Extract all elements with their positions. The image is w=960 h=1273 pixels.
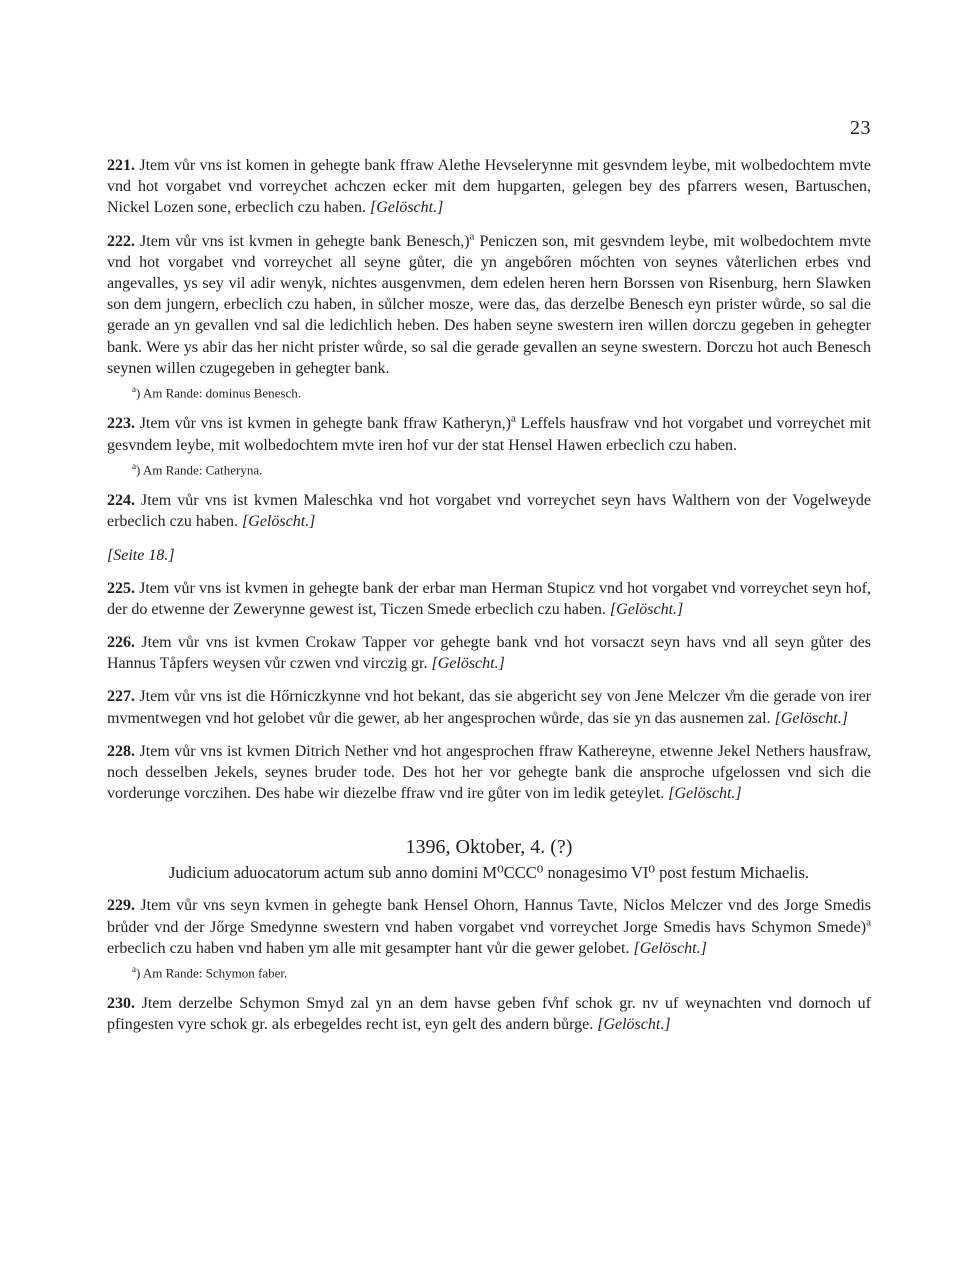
entry-225 bbox=[107, 578, 871, 620]
entry-222 bbox=[107, 231, 871, 379]
footnote bbox=[132, 381, 871, 401]
entry-number: 221. bbox=[107, 157, 135, 174]
entry-number: 227. bbox=[107, 688, 135, 706]
deleted-mark: [Gelöscht.] bbox=[597, 1016, 671, 1034]
entry-text: Jtem vůr vns ist kvmen Crokaw Tapper vor gehegte bank vnd hot vorsaczt seyn havs vnd all seyn gůter des Hannus Tåpfers weysen vůr czwen vnd virczig gr. bbox=[107, 633, 871, 673]
entry-text: Jtem vůr vns ist kvmen in gehegte bank Benesch,) bbox=[135, 232, 470, 250]
entry-number: 222. bbox=[107, 232, 135, 250]
entry-text: Jtem vůr vns ist komen in gehegte bank ffraw Alethe Hevselerynne mit gesvndem leybe, mit wolbedochtem mvte vnd hot vorgabet vnd vorreychet achczen ecker mit dem hupgarten, gelegen bey des pfarrers wesen, Bartuschen, Nickel Lozen sone, erbeclich czu haben. bbox=[107, 157, 871, 217]
deleted-mark: [Gelöscht.] bbox=[431, 655, 505, 673]
entry-text: Jtem vůr vns ist kvmen Ditrich Nether vnd hot angesprochen ffraw Kathereyne, etwenne Jekel Nethers hausfraw, noch desselben Jekels, seynes bruder tode. Des hot her vor gehegte bank die ansproche ufgelossen vnd sich die vorderunge vorczihen. Des habe wir diezelbe ffraw vnd ire gůter von im ledik geteylet. bbox=[107, 742, 871, 803]
entry-229 bbox=[107, 895, 871, 959]
entry-221 bbox=[107, 155, 871, 219]
entry-number: 223. bbox=[107, 415, 135, 433]
deleted-mark: [Gelöscht.] bbox=[609, 600, 684, 618]
entry-text: Leffels hausfraw vnd hot vorgabet und vorreychet mit gesvndem leybe, mit wolbedochtem mvte iren hof vur der stat Hensel Hawen erbeclich czu haben. bbox=[107, 415, 872, 454]
footnote-mark: a bbox=[510, 413, 516, 426]
entry-text: Jtem vůr vns ist kvmen in gehegte bank der erbar man Herman Stupicz vnd hot vorgabet vnd vorreychet seyn hof, der do etwenne der Zewerynne gewest ist, Ticzen Smede erbeclich czu haben. bbox=[107, 579, 871, 618]
entry-text: Jtem vůr vns seyn kvmen in gehegte bank Hensel Ohorn, Hannus Tavte, Niclos Melczer vnd des Jorge Smedis brůder vnd der Jőrge Smedynne swestern vnd haben vorgabet vnd vorreychet Jorge Smedis havs Schymon Smede) bbox=[107, 897, 871, 936]
entry-text: erbeclich czu haben vnd haben ym alle mit gesampter hant vůr die gewer gelobet. bbox=[107, 939, 630, 957]
section-heading: 1396, Oktober, 4. (?) bbox=[405, 836, 573, 859]
page-number: 23 bbox=[850, 117, 871, 139]
page-reference: [Seite 18.] bbox=[107, 546, 175, 564]
footnote-mark: a bbox=[866, 916, 871, 929]
footnote-mark: a bbox=[132, 460, 136, 471]
entry-text: Jtem vůr vns ist die Hőrniczkynne vnd hot bekant, das sie abgericht sey von Jene Melczer v̊m die gerade von irer mvmentwegen vnd hot gelobet vůr die gewer, ab her angesprochen wůrde, das sie yn das ausnemen zal. bbox=[107, 688, 871, 727]
footnote-mark: a bbox=[469, 230, 475, 243]
deleted-mark: [Gelöscht.] bbox=[633, 939, 707, 957]
footnote-mark: a bbox=[132, 384, 136, 395]
entry-227 bbox=[107, 686, 871, 728]
entry-number: 226. bbox=[107, 633, 135, 651]
entry-text: Peniczen son, mit gesvndem leybe, mit wolbedochtem mvte vnd hot vorgabet vnd vorreychet all seyne gůter, die yn angebőren mőchten von seynes våterlichen erbes vnd angevalles, ys sey vil adir wenyk, nichtes ausgenvmen, dem edelen heren hern Borssen von Risenburg, hern Slawken son dem jungern, erbeclich czu haben, in sůlcher mosze, were das, das derzelbe Benesch eyn prister wůrde, so sal die gerade an yn gevallen vnd sal die ledichlich heben. Des haben seyne swestern iren willen dorczu gegeben in gehegter bank. Were ys abir das her nicht prister wůrde, so sal die gerade gevallen an seyne swestern. Dorczu hot auch Benesch seynen willen czugegeben in gehegter bank. bbox=[107, 232, 872, 377]
entry-text: Jtem vůr vns ist kvmen Maleschka vnd hot vorgabet vnd vorreychet seyn havs Walthern von der Vogelweyde erbeclich czu haben. bbox=[107, 492, 871, 531]
deleted-mark: [Gelöscht.] bbox=[668, 785, 742, 803]
entry-number: 225. bbox=[107, 579, 135, 597]
footnote-mark: a bbox=[132, 963, 136, 974]
deleted-mark: [Gelöscht.] bbox=[774, 709, 848, 727]
section-subheading: Judicium aduocatorum actum sub anno domini M⁰CCC⁰ nonagesimo VI⁰ post festum Michaelis. bbox=[168, 863, 810, 883]
entry-226 bbox=[107, 632, 871, 674]
deleted-mark: [Gelöscht.] bbox=[242, 513, 316, 531]
entries bbox=[107, 117, 871, 1036]
entry-number: 229. bbox=[107, 897, 135, 915]
entry-number: 228. bbox=[107, 742, 135, 760]
footnote-text: ) Am Rande: dominus Benesch. bbox=[136, 385, 302, 401]
entry-number: 224. bbox=[107, 492, 135, 510]
footnote bbox=[132, 458, 871, 478]
footnote-text: ) Am Rande: Catheryna. bbox=[136, 462, 263, 478]
deleted-mark: [Gelöscht.] bbox=[369, 199, 444, 217]
document-page bbox=[107, 117, 871, 1036]
entry-224 bbox=[107, 490, 871, 532]
entry-230 bbox=[107, 993, 871, 1035]
entry-223 bbox=[107, 413, 871, 455]
footnote bbox=[132, 961, 871, 981]
entry-228 bbox=[107, 741, 871, 805]
entry-text: Jtem derzelbe Schymon Smyd zal yn an dem havse geben fv̊nf schok gr. nv uf weynachten vnd dornoch uf pfingesten vyre schok gr. als erbegeldes recht ist, eyn gelt des andern bůrge. bbox=[107, 995, 871, 1034]
entry-number: 230. bbox=[107, 995, 135, 1013]
footnote-text: ) Am Rande: Schymon faber. bbox=[136, 965, 288, 981]
entry-text: Jtem vůr vns ist kvmen in gehegte bank ffraw Katheryn,) bbox=[135, 415, 511, 433]
